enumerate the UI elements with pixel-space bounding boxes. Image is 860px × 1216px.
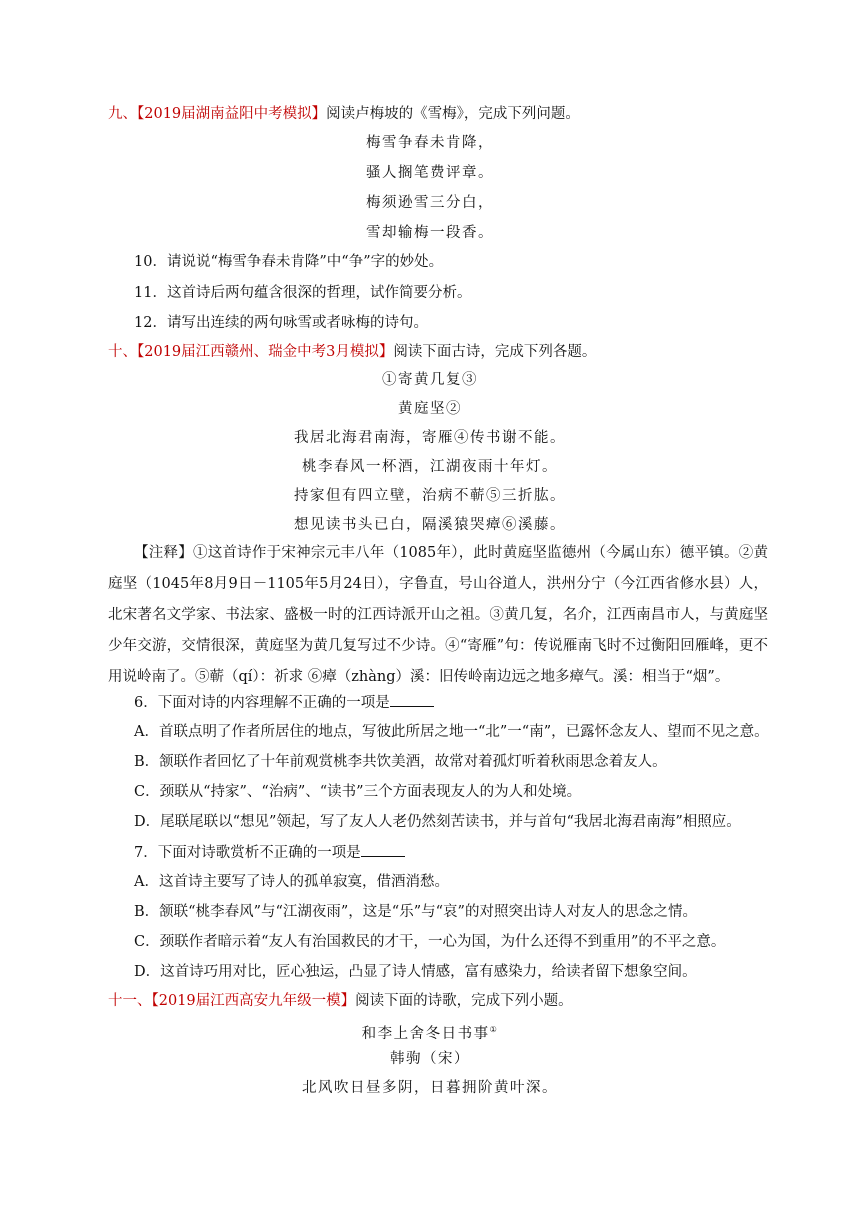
q6-option-a: A．首联点明了作者所居住的地点，写彼此所居之地一“北”一“南”，已露怀念友人、望而不见之意。	[134, 724, 769, 740]
section10-instruction: 阅读下面古诗，完成下列各题。	[393, 344, 597, 360]
poem-line: 梅雪争春未肯降，	[366, 135, 494, 151]
q7-option-a: A．这首诗主要写了诗人的孤单寂寞，借酒消愁。	[134, 874, 449, 890]
section9-heading	[108, 104, 580, 124]
poem-author: 韩驹（宋）	[390, 1051, 470, 1067]
q7-option-d: D．这首诗巧用对比，匠心独运，凸显了诗人情感，富有感染力，给读者留下想象空间。	[134, 964, 697, 980]
poem-line: 骚人搁笔费评章。	[366, 165, 494, 181]
answer-blank	[390, 692, 434, 707]
question-7-stem: 7．下面对诗歌赏析不正确的一项是	[134, 845, 361, 861]
poem-line: 桃李春风一杯酒，江湖夜雨十年灯。	[302, 459, 558, 475]
poem-line: 梅须逊雪三分白，	[366, 195, 494, 211]
poem-title-text: 和李上舍冬日书事	[361, 1025, 490, 1042]
answer-blank	[361, 842, 405, 857]
section10-source: 十、【2019届江西赣州、瑞金中考3月模拟】	[108, 344, 394, 360]
section9-source: 九、【2019届湖南益阳中考模拟】	[108, 106, 327, 122]
poem-line: 我居北海君南海，寄雁④传书谢不能。	[294, 430, 566, 446]
poem-title	[0, 1020, 860, 1044]
question-10: 10．请说说“梅雪争春未肯降”中“争”字的妙处。	[134, 254, 444, 270]
question-6-stem: 6．下面对诗的内容理解不正确的一项是	[134, 695, 390, 711]
poem-author: 黄庭坚②	[398, 401, 462, 417]
section9-instruction: 阅读卢梅坡的《雪梅》，完成下列问题。	[326, 106, 580, 122]
question-7	[134, 842, 405, 863]
poem-title: ①寄黄几复③	[382, 372, 478, 388]
footnote-marker: ①	[489, 1025, 499, 1034]
section11-instruction: 阅读下面的诗歌，完成下列小题。	[355, 993, 573, 1009]
q7-option-c: C．颈联作者暗示着“友人有治国救民的才干，一心为国，为什么还得不到重用”的不平之意。	[134, 934, 726, 950]
poem-line: 北风吹日昼多阴，日暮拥阶黄叶深。	[302, 1080, 558, 1096]
section11-heading	[108, 991, 573, 1011]
poem-line: 雪却输梅一段香。	[366, 225, 494, 241]
question-12: 12．请写出连续的两句咏雪或者咏梅的诗句。	[134, 315, 428, 331]
q6-option-c: C．颈联从“持家”、“治病”、“读书”三个方面表现友人的为人和处境。	[134, 784, 582, 800]
q6-option-b: B．颔联作者回忆了十年前观赏桃李共饮美酒，故常对着孤灯听着秋雨思念着友人。	[134, 754, 667, 770]
poem-line: 想见读书头已白，隔溪猿哭瘴⑥溪藤。	[294, 517, 566, 533]
poem-line: 持家但有四立壁，治病不蕲⑤三折肱。	[294, 488, 566, 504]
question-6	[134, 692, 434, 713]
q7-option-b: B．颔联“桃李春风”与“江湖夜雨”，这是“乐”与“哀”的对照突出诗人对友人的思念之情。	[134, 904, 697, 920]
section10-heading	[108, 342, 596, 362]
question-11: 11．这首诗后两句蕴含很深的哲理，试作简要分析。	[134, 285, 472, 301]
annotation-paragraph: 【注释】①这首诗作于宋神宗元丰八年（1085年），此时黄庭坚监德州（今属山东）德平镇。②黄庭坚（1045年8月9日－1105年5月24日），字鲁直，号山谷道人，洪州分宁（今江西省修水县）人，北宋著名文学家、书法家、盛极一时的江西诗派开山之祖。③黄几复，名介，江西南昌市人，与黄庭坚少年交游，交情很深，黄庭坚为黄几复写过不少诗。④“寄雁”句：传说雁南飞时不过衡阳回雁峰，更不用说岭南了。⑤蕲（qí）：祈求 ⑥瘴（zhàng）溪：旧传岭南边远之地多瘴气。溪：相当于“烟”。	[108, 545, 768, 685]
q6-option-d: D．尾联尾联以“想见”领起，写了友人人老仍然刻苦读书，并与首句“我居北海君南海”相照应。	[134, 814, 741, 830]
section11-source: 十一、【2019届江西高安九年级一模】	[108, 993, 356, 1009]
